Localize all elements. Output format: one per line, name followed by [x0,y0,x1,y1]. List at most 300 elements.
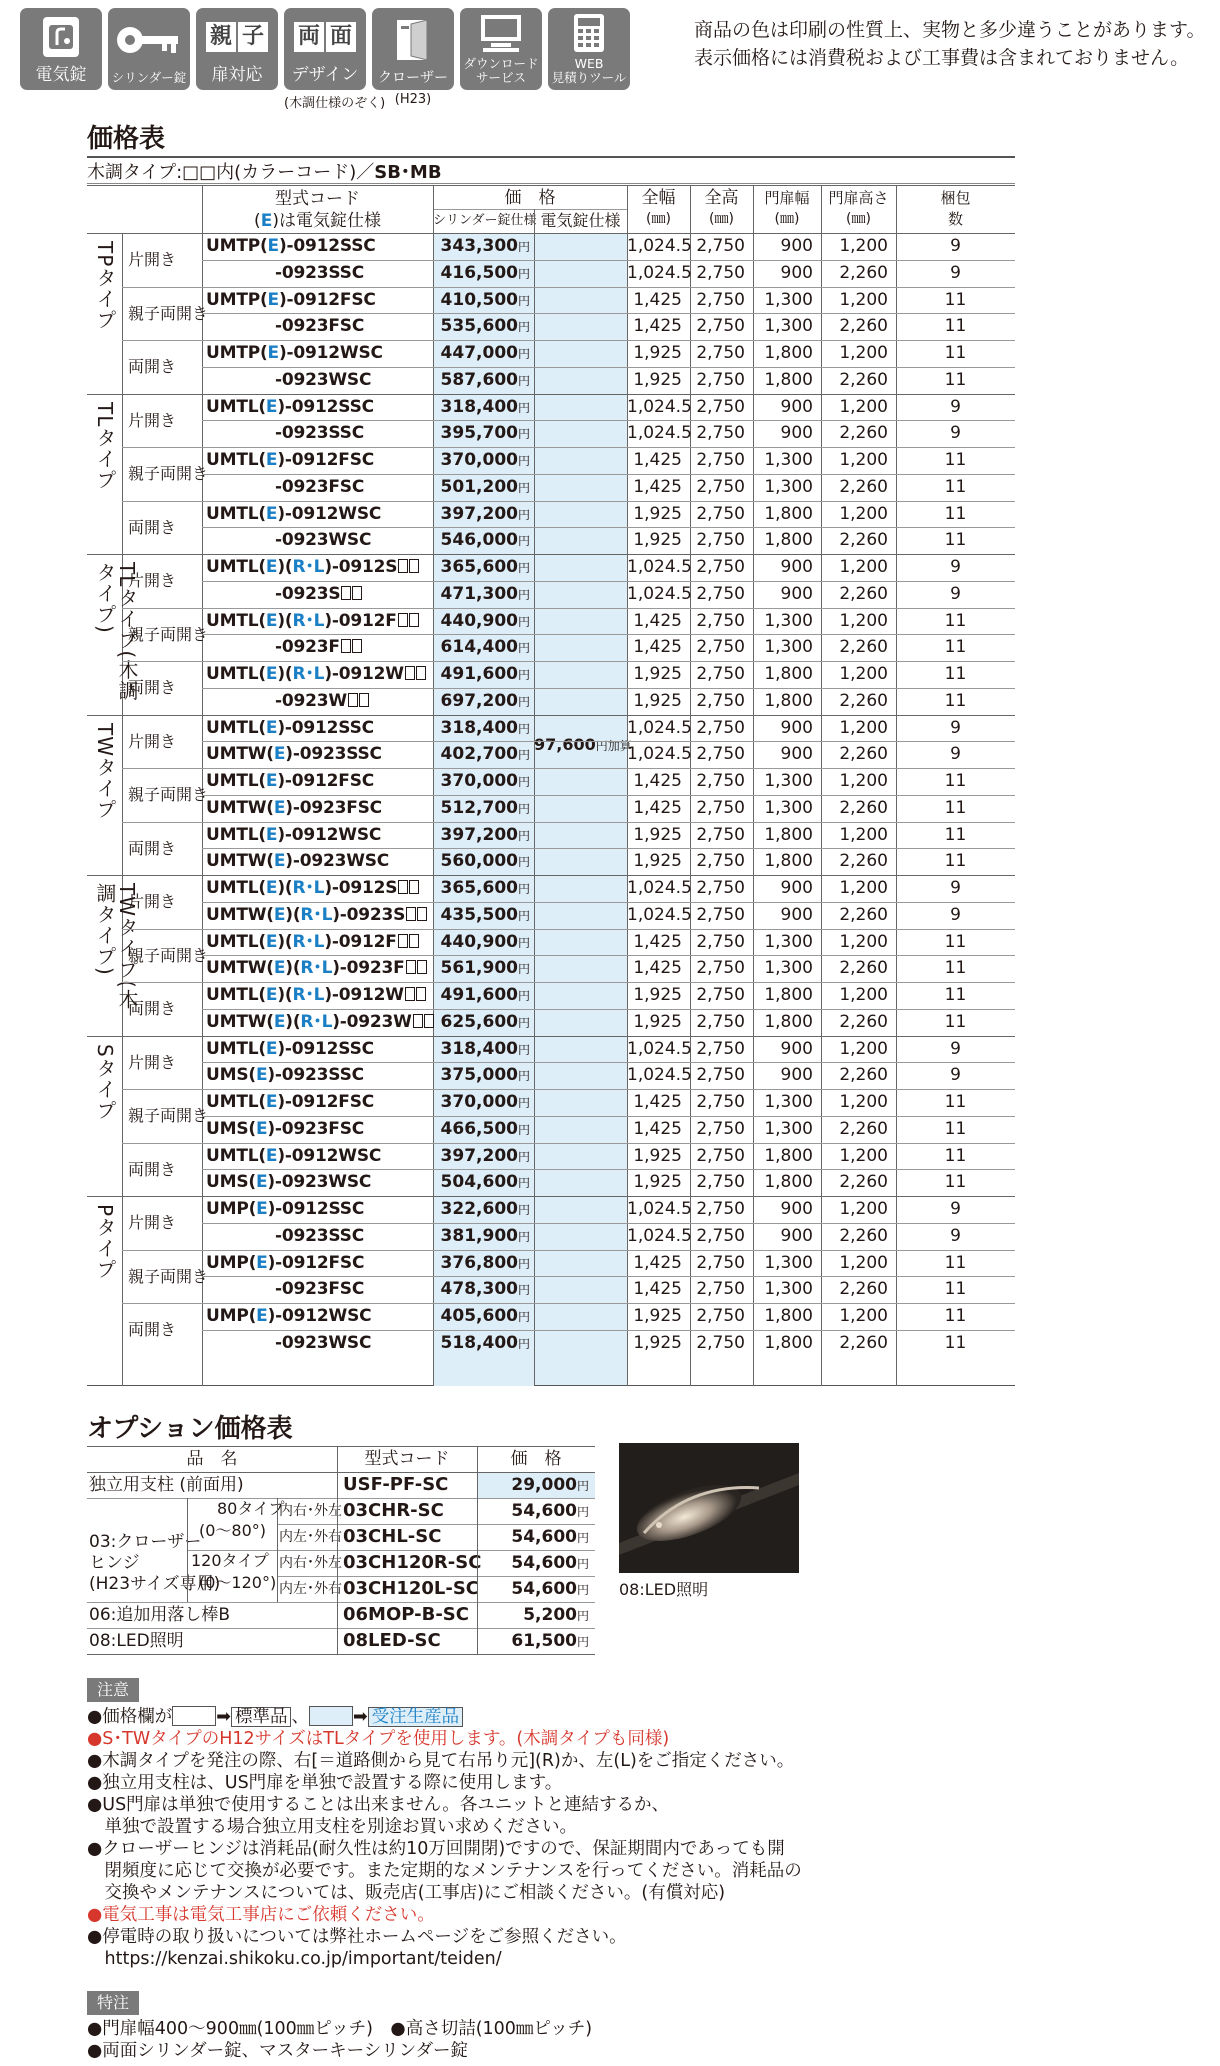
cylinder-price [433,688,530,716]
led-light-caption: 08:LED照明 [619,1580,709,1599]
price-value: 54,600 [511,1579,577,1599]
header-width [627,188,690,230]
overall-height: 2,750 [696,262,745,283]
overall-width: 1,425 [633,771,682,791]
overall-height: 2,750 [696,771,745,791]
model-code: UMTL(E)(R･L)-0912S [206,875,431,902]
model-code: UMP(E)-0912SSC [206,1199,365,1219]
calculator-icon [572,13,606,53]
overall-width: 1,425 [633,1092,682,1112]
option-column-line [277,1498,278,1602]
price-value: 365,600 [440,878,518,898]
cylinder-price [433,1089,530,1117]
door-width: 1,800 [764,1011,813,1032]
price-value: 697,200 [440,690,518,711]
open-type-label: 両開き [128,1159,177,1179]
door-height: 2,260 [839,797,888,818]
overall-height: 2,750 [696,1172,745,1193]
option-hinge-side: 内右･外左 [279,1555,342,1571]
cylinder-price [433,768,530,796]
pack-count: 11 [944,1145,967,1166]
door-height: 2,260 [839,476,888,497]
header-door-height [821,188,896,230]
note-line: ●クローザーヒンジは消耗品(耐久性は約10万回開閉)ですので、保証期間内であっても開 [87,1839,785,1859]
header-pack [896,188,1015,230]
closer-120-label [191,1550,276,1594]
door-height: 1,200 [839,1038,888,1059]
cylinder-price [433,1276,530,1304]
open-type-label: 片開き [128,410,177,430]
overall-height: 2,750 [696,824,745,845]
price-value: 546,000 [440,530,518,551]
yen-unit: 円 [517,293,530,308]
cylinder-price [433,1116,530,1144]
overall-width: 1,925 [633,851,682,872]
cylinder-price [433,902,530,930]
header-door-height-label: 門扉高さ [828,189,889,207]
model-code: UMTW(E)(R･L)-0923W [206,1009,431,1036]
open-type-label: 片開き [128,892,177,912]
overall-width: 1,024.5 [627,744,692,765]
yen-unit: 円 [517,748,530,763]
door-height: 2,260 [839,637,888,658]
overall-height: 2,750 [696,797,745,818]
option-price [477,1602,589,1629]
header-cylinder: シリンダー錠仕様 [433,213,537,228]
overall-height: 2,750 [696,1225,745,1246]
badge-label: クローザー [378,70,448,86]
door-width: 1,300 [764,610,813,631]
price-value: 376,800 [440,1252,518,1273]
overall-height: 2,750 [696,476,745,497]
overall-height: 2,750 [696,1011,745,1032]
price-value: 447,000 [440,343,518,363]
yen-unit: 円 [517,1229,530,1244]
yen-unit: 円 [517,320,530,335]
overall-height: 2,750 [696,744,745,765]
yen-unit: 円 [576,1635,589,1649]
badge-label-2: 見積りツール [551,70,627,85]
e-mark: E [260,211,273,231]
closer-80-type: 80タイプ [217,1499,285,1518]
door-width: 1,300 [764,316,813,337]
cylinder-price [433,955,530,983]
cylinder-price [433,1143,530,1171]
header-width-label: 全幅 [641,188,676,208]
special-note: ●両面シリンダー錠、マスターキーシリンダー錠 [87,2041,469,2061]
yen-unit: 円 [576,1505,589,1519]
overall-height: 2,750 [696,396,745,417]
door-height: 1,200 [839,1199,888,1219]
door-width: 1,300 [764,1118,813,1139]
door-height: 1,200 [839,931,888,952]
price-value: 381,900 [440,1225,518,1246]
cylinder-price [433,661,530,689]
door-height: 1,200 [839,824,888,845]
model-code: -0923WSC [275,530,372,551]
electric-price-column [535,233,627,1385]
note-line: ●US門扉は単独で使用することは出来ません。各ユニットと連結するか、 [87,1795,670,1815]
overall-width: 1,425 [633,637,682,658]
closer-label-line: 03:クローザー [89,1532,202,1552]
model-code: UMTL(E)-0912FSC [206,771,375,791]
overall-height: 2,750 [696,1306,745,1326]
pack-count: 11 [944,369,967,390]
price-value: 471,300 [440,583,518,604]
pack-count: 9 [950,1065,961,1086]
overall-width: 1,925 [633,1011,682,1032]
door-height: 1,200 [839,396,888,417]
option-code: 03CH120R-SC [343,1552,482,1573]
model-code: UMTL(E)-0912SSC [206,1038,374,1059]
header-electric: 電気錠仕様 [540,211,621,230]
price-value: 397,200 [440,503,518,524]
cylinder-price [433,634,530,662]
overall-height: 2,750 [696,1118,745,1139]
open-type-label: 片開き [128,731,177,751]
note-line: 交換やメンテナンスについては、販売店(工事店)にご相談ください。(有償対応) [87,1883,726,1903]
badge-label: 扉対応 [211,65,263,85]
door-height: 2,260 [839,958,888,979]
open-type-label: 片開き [128,571,177,591]
option-price [477,1628,589,1655]
yen-unit: 円 [517,373,530,388]
badge-label: シリンダー錠 [111,70,187,85]
yen-unit: 円 [517,962,530,977]
led-light-photo [619,1443,799,1573]
door-width: 900 [780,717,813,738]
pack-count: 11 [944,1092,967,1112]
cylinder-price [433,501,530,529]
door-height: 1,200 [839,610,888,631]
door-height: 1,200 [839,503,888,524]
type-label: TWタイプ(木調タイプ) [93,883,139,1010]
overall-height: 2,750 [696,958,745,979]
door-width: 900 [780,1038,813,1059]
door-width: 1,300 [764,1279,813,1300]
door-height: 1,200 [839,771,888,791]
kanji-box: 面 [326,22,356,52]
door-width: 1,800 [764,664,813,684]
overall-height: 2,750 [696,1092,745,1112]
open-type-label: 親子両開き [128,785,209,805]
header-door-width [753,188,821,230]
door-width: 900 [780,878,813,898]
pack-count: 9 [950,1199,961,1219]
header-height-label: 全高 [704,188,739,208]
pack-count: 11 [944,664,967,684]
pack-count: 9 [950,878,961,898]
price-value: 54,600 [511,1501,577,1521]
price-value: 501,200 [440,476,518,497]
open-type-label: 片開き [128,1213,177,1233]
pack-count: 11 [944,1332,967,1353]
pack-count: 9 [950,583,961,604]
option-code: 08LED-SC [343,1630,441,1651]
cylinder-price [433,287,530,315]
type-label: TPタイプ [93,241,117,331]
cylinder-price [433,1303,530,1331]
closer-80-label [199,1498,285,1542]
price-value: 587,600 [440,369,518,390]
overall-width: 1,024.5 [627,262,692,283]
kanji-box: 子 [238,22,268,52]
price-value: 395,700 [440,423,518,444]
open-type-label: 親子両開き [128,1266,209,1286]
option-name: 08:LED照明 [89,1631,184,1651]
overall-height: 2,750 [696,985,745,1005]
pack-count: 9 [950,236,961,256]
note-line: 閉頻度に応じて交換が必要です。また定期的なメンテナンスを行ってください。消耗品の [87,1861,802,1881]
column-line [534,209,535,1386]
yen-unit: 円 [517,908,530,923]
option-table-title: オプション価格表 [87,1414,293,1444]
model-code: UMTL(E)(R･L)-0912F [206,929,431,956]
pack-count: 11 [944,316,967,337]
option-code: 03CHL-SC [343,1526,442,1547]
price-value: 397,200 [440,824,518,845]
yen-unit: 円 [517,266,530,281]
overall-height: 2,750 [696,369,745,390]
door-height: 1,200 [839,343,888,363]
yen-unit: 円 [517,1069,530,1084]
note-line: ●電気工事は電気工事店にご依頼ください。 [87,1905,435,1925]
door-height: 1,200 [839,1252,888,1273]
yen-unit: 円 [517,1283,530,1298]
door-height: 2,260 [839,530,888,551]
pack-count: 11 [944,1118,967,1139]
option-code: 06MOP-B-SC [343,1604,469,1625]
door-height: 1,200 [839,664,888,684]
option-bottom-line [87,1654,595,1655]
overall-width: 1,425 [633,958,682,979]
cylinder-price [433,1330,530,1358]
badge-label: デザイン [291,65,359,85]
overall-width: 1,425 [633,316,682,337]
door-width: 900 [780,262,813,283]
overall-width: 1,925 [633,824,682,845]
pack-count: 11 [944,610,967,631]
pack-count: 9 [950,423,961,444]
pack-count: 11 [944,503,967,524]
overall-width: 1,925 [633,343,682,363]
yen-unit: 円 [517,828,530,843]
model-code: UMTL(E)-0912WSC [206,503,382,524]
cylinder-price [433,1169,530,1197]
cylinder-price [433,554,530,582]
overall-width: 1,425 [633,450,682,470]
model-code: UMTL(E)(R･L)-0912F [206,608,431,635]
kanji-box: 親 [206,22,236,52]
open-type-label: 両開き [128,678,177,698]
door-height: 2,260 [839,1279,888,1300]
open-type-label: 両開き [128,357,177,377]
model-code: UMTL(E)-0912WSC [206,1145,382,1166]
door-height: 1,200 [839,289,888,310]
overall-width: 1,925 [633,503,682,524]
option-price [477,1472,589,1499]
pack-count: 9 [950,557,961,577]
closer-120-range: (0～120°) [199,1573,277,1592]
yen-unit: 円 [517,1256,530,1271]
note-line: ●木調タイプを発注の際、右[＝道路側から見て右吊り元](R)か、左(L)をご指定ください。 [87,1751,795,1771]
header-pack-line1: 梱包 [940,189,971,207]
door-width: 1,800 [764,1306,813,1326]
option-header-price: 価 格 [510,1449,562,1469]
type-label: Pタイプ [93,1204,117,1281]
model-code: UMTL(E)-0912WSC [206,824,382,845]
price-value: 397,200 [440,1145,518,1166]
overall-height: 2,750 [696,931,745,952]
door-height: 2,260 [839,1225,888,1246]
option-name: 独立用支柱 (前面用) [89,1475,244,1495]
header-door-width-label: 門扉幅 [764,189,810,207]
price-table [87,185,1015,1386]
model-code: -0923FSC [275,1279,365,1300]
note-line: https://kenzai.shikoku.co.jp/important/teiden/ [87,1949,502,1969]
price-value: 440,900 [440,931,518,952]
door-width: 1,300 [764,958,813,979]
door-height: 2,260 [839,904,888,925]
door-height: 1,200 [839,1092,888,1112]
model-code: UMTP(E)-0912WSC [206,343,383,363]
door-height: 2,260 [839,316,888,337]
pack-count: 11 [944,985,967,1005]
option-code: 03CHR-SC [343,1500,444,1521]
pack-count: 9 [950,904,961,925]
overall-width: 1,024.5 [627,904,692,925]
model-code: UMTW(E)-0923SSC [206,744,382,765]
door-width: 1,300 [764,1092,813,1112]
model-code: UMS(E)-0923FSC [206,1118,365,1139]
open-type-label: 両開き [128,999,177,1019]
price-value: 318,400 [440,1038,518,1059]
door-height: 2,260 [839,1172,888,1193]
door-height: 1,200 [839,1306,888,1326]
door-width: 1,800 [764,851,813,872]
overall-height: 2,750 [696,610,745,631]
door-width: 900 [780,236,813,256]
overall-width: 1,925 [633,1332,682,1353]
badge-note: (木調仕様のぞく) [284,96,386,111]
order-swatch [309,1706,353,1726]
overall-height: 2,750 [696,236,745,256]
yen-unit: 円 [517,721,530,736]
overall-height: 2,750 [696,1279,745,1300]
cylinder-price [433,875,530,903]
header-door-width-unit: (㎜) [774,211,800,227]
overall-height: 2,750 [696,583,745,604]
overall-height: 2,750 [696,1199,745,1219]
pack-count: 9 [950,744,961,765]
price-value: 440,900 [440,610,518,631]
model-code: UMS(E)-0923SSC [206,1065,364,1086]
pack-count: 11 [944,851,967,872]
yen-unit: 円 [576,1583,589,1597]
option-price [477,1550,589,1577]
yen-unit: 円 [517,1096,530,1110]
option-hinge-side: 内右･外左 [279,1503,342,1519]
price-value: 560,000 [440,851,518,872]
yen-unit: 円 [517,935,530,950]
note-line: 単独で設置する場合独立用支柱を別途お買い求めください。 [87,1817,577,1837]
overall-height: 2,750 [696,289,745,310]
cylinder-price [433,715,530,743]
option-header-name: 品 名 [186,1449,238,1469]
electric-lock-badge [20,8,102,90]
door-width: 900 [780,396,813,417]
pack-count: 11 [944,690,967,711]
model-code: UMP(E)-0912FSC [206,1252,365,1273]
header-pack-line2: 数 [947,210,963,228]
model-code: -0923WSC [275,1332,372,1353]
door-width: 1,300 [764,1252,813,1273]
cylinder-price [433,581,530,609]
legend-order: 受注生産品 [368,1707,464,1727]
price-value: 504,600 [440,1172,518,1193]
door-height: 1,200 [839,717,888,738]
model-code: -0923FSC [275,316,365,337]
header-price: 価 格 [504,188,556,208]
double-sided-design-badge [284,8,386,111]
door-width: 1,300 [764,771,813,791]
door-width: 900 [780,1225,813,1246]
type-label: Sタイプ [93,1043,117,1121]
overall-width: 1,024.5 [627,557,692,577]
cylinder-price [433,822,530,850]
overall-height: 2,750 [696,904,745,925]
door-closer-icon [391,16,435,64]
header-model-suffix: )は電気錠仕様 [272,211,381,231]
model-code: -0923F [206,634,431,661]
overall-width: 1,425 [633,797,682,818]
cylinder-price [433,741,530,769]
cylinder-price [433,608,530,636]
pack-count: 11 [944,824,967,845]
open-type-label: 両開き [128,838,177,858]
notice-text [694,16,1205,72]
cylinder-price [433,1036,530,1064]
door-width: 1,300 [764,450,813,470]
overall-height: 2,750 [696,423,745,444]
cylinder-price [433,848,530,876]
door-width: 1,800 [764,1145,813,1166]
cylinder-price [433,260,530,288]
badge-label-2: サービス [475,70,526,85]
overall-height: 2,750 [696,690,745,711]
open-type-label: 親子両開き [128,1106,209,1126]
price-value: 343,300 [440,236,518,256]
electric-add-price [534,731,632,760]
cylinder-price [433,313,530,341]
price-value: 491,600 [440,664,518,684]
price-header-split [433,209,627,210]
yen-unit: 円 [517,480,530,495]
cylinder-price [433,929,530,957]
price-value: 625,600 [440,1011,518,1032]
door-height: 1,200 [839,878,888,898]
door-width: 1,800 [764,503,813,524]
option-code: 03CH120L-SC [343,1578,480,1599]
door-width: 900 [780,744,813,765]
legend-line: ●価格欄が ➡ 標準品 、 ➡ 受注生産品 [87,1706,463,1728]
yen-unit: 円 [517,427,530,442]
yen-unit: 円 [517,641,530,656]
model-code: UMTP(E)-0912SSC [206,236,376,256]
type-label: TWタイプ [93,722,117,820]
type-label: TLタイプ(木調タイプ) [93,562,139,702]
model-code: -0923FSC [275,476,365,497]
